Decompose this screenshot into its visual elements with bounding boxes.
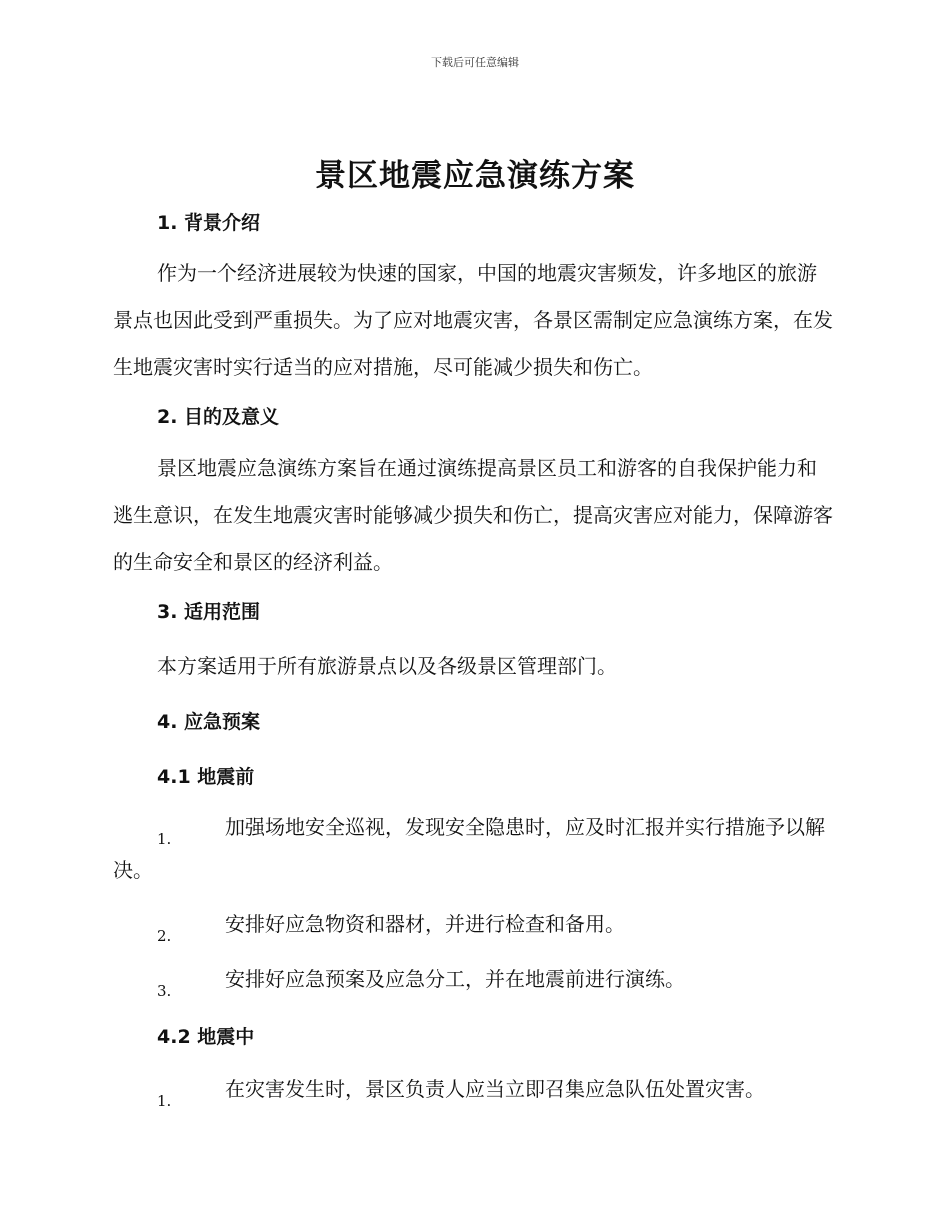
header-note: 下载后可任意编辑: [431, 56, 519, 69]
list-item: [113, 958, 833, 1001]
section-heading-purpose: 2. 目的及意义: [157, 406, 280, 428]
list-item-number: 1.: [157, 1092, 172, 1110]
section-heading-background: 1. 背景介绍: [157, 212, 261, 234]
document-title: 景区地震应急演练方案: [315, 158, 635, 194]
list-item-text: 加强场地安全巡视，发现安全隐患时，应及时汇报并实行措施予以解决。: [113, 815, 825, 882]
section-heading-plan: 4. 应急预案: [157, 711, 261, 733]
list-item-text: 安排好应急物资和器材，并进行检查和备用。: [225, 912, 625, 936]
section-text-background: 作为一个经济进展较为快速的国家，中国的地震灾害频发，许多地区的旅游景点也因此受到严重损失。为了应对地震灾害，各景区需制定应急演练方案，在发生地震灾害时实行适当的应对措施，尽可能减少损失和伤亡。: [113, 261, 833, 379]
list-item-number: 1.: [157, 830, 172, 848]
list-item-number: 2.: [157, 927, 172, 945]
list-item-text: 在灾害发生时，景区负责人应当立即召集应急队伍处置灾害。: [225, 1077, 765, 1101]
list-item: [113, 806, 833, 892]
subsection-heading-during: 4.2 地震中: [157, 1026, 255, 1048]
list-item: [113, 903, 833, 946]
list-item-text: 安排好应急预案及应急分工，并在地震前进行演练。: [225, 967, 685, 991]
section-heading-scope: 3. 适用范围: [157, 601, 261, 623]
list-item-number: 3.: [157, 982, 172, 1000]
section-text-purpose: 景区地震应急演练方案旨在通过演练提高景区员工和游客的自我保护能力和逃生意识，在发生地震灾害时能够减少损失和伤亡，提高灾害应对能力，保障游客的生命安全和景区的经济利益。: [113, 456, 833, 574]
subsection-heading-before: 4.1 地震前: [157, 766, 255, 788]
section-text-scope: 本方案适用于所有旅游景点以及各级景区管理部门。: [157, 654, 617, 678]
list-item: [113, 1068, 833, 1111]
